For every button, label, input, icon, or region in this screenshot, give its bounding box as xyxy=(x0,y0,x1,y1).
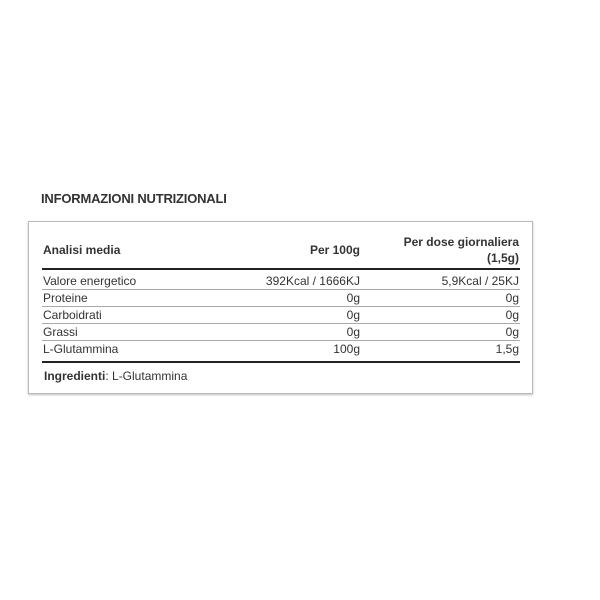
table-row xyxy=(42,341,520,363)
value-per-dose: 1,5g xyxy=(361,341,520,363)
ingredients-label: Ingredienti xyxy=(44,369,106,383)
value-per-dose: 5,9Kcal / 25KJ xyxy=(361,269,520,290)
table-row xyxy=(42,269,520,290)
header-analisi: Analisi media xyxy=(42,231,254,269)
value-per-100g: 0g xyxy=(254,290,361,307)
value-per-100g: 0g xyxy=(254,307,361,324)
nutrition-table xyxy=(42,231,520,363)
value-per-100g: 100g xyxy=(254,341,361,363)
header-per-dose: Per dose giornaliera (1,5g) xyxy=(361,231,520,269)
table-header-row xyxy=(42,231,520,269)
ingredients-separator: : xyxy=(105,369,113,383)
nutrient-name: Valore energetico xyxy=(42,269,254,290)
value-per-100g: 0g xyxy=(254,324,361,341)
table-row xyxy=(42,290,520,307)
nutrient-name: Grassi xyxy=(42,324,254,341)
nutrient-name: Carboidrati xyxy=(42,307,254,324)
header-per-100g: Per 100g xyxy=(254,231,361,269)
value-per-dose: 0g xyxy=(361,307,520,324)
value-per-100g: 392Kcal / 1666KJ xyxy=(254,269,361,290)
nutrient-name: Proteine xyxy=(42,290,254,307)
table-row xyxy=(42,307,520,324)
value-per-dose: 0g xyxy=(361,290,520,307)
nutrient-name: L-Glutammina xyxy=(42,341,254,363)
ingredients xyxy=(44,369,187,383)
table-row xyxy=(42,324,520,341)
ingredients-value: L-Glutammina xyxy=(112,369,188,383)
value-per-dose: 0g xyxy=(361,324,520,341)
section-title: INFORMAZIONI NUTRIZIONALI xyxy=(41,191,227,206)
nutrition-panel xyxy=(28,221,533,394)
